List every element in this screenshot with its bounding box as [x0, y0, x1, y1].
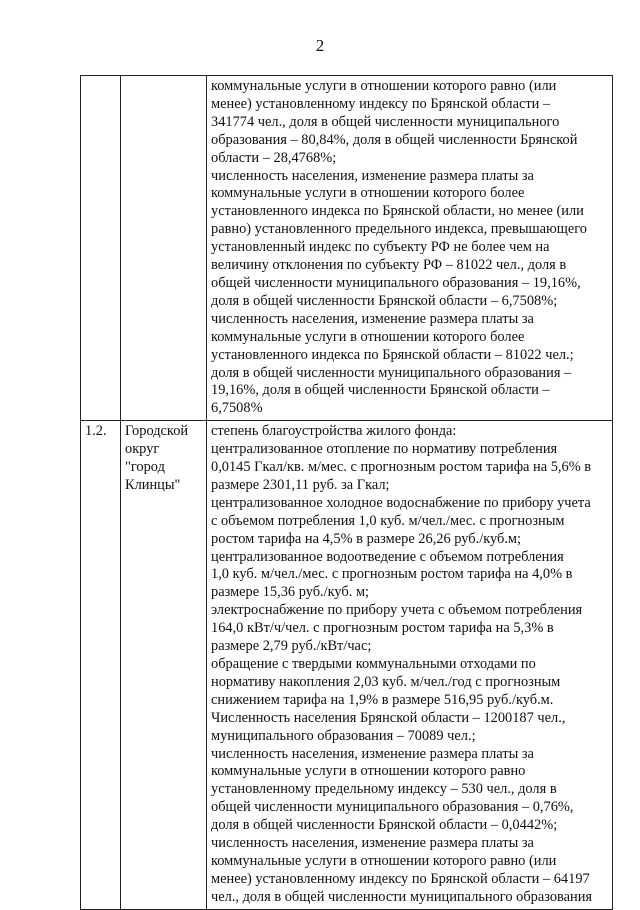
- text-line: Численность населения Брянской области – 1200187 чел.,: [211, 709, 566, 726]
- text-line: численность населения, изменение размера платы за: [211, 835, 534, 852]
- text-line: централизованное водоотведение с объемом потребления: [211, 548, 564, 565]
- text-line: коммунальные услуги в отношении которого более: [211, 185, 525, 202]
- text-line: общей численности муниципального образования – 0,76%,: [211, 799, 574, 816]
- text-line: 6,7508%: [211, 400, 263, 417]
- text-line: 19,16%, доля в общей численности Брянской области –: [211, 382, 550, 399]
- text-line: муниципального образования – 70089 чел.;: [211, 727, 476, 744]
- region-name-line: округ: [125, 441, 160, 458]
- text-line: коммунальные услуги в отношении которого равно: [211, 763, 526, 780]
- text-line: 0,0145 Гкал/кв. м/мес. с прогнозным ростом тарифа на 5,6% в: [211, 459, 592, 476]
- text-line: установленный индекс по субъекту РФ не более чем на: [211, 239, 550, 256]
- text-line: 1,0 куб. м/чел./мес. с прогнозным ростом тарифа на 4,0% в: [211, 566, 573, 583]
- text-line: 341774 чел., доля в общей численности муниципального: [211, 113, 560, 130]
- text-line: нормативу накопления 2,03 куб. м/чел./год с прогнозным: [211, 673, 561, 690]
- text-line: величину отклонения по субъекту РФ – 81022 чел., доля в: [211, 257, 567, 274]
- page-number: 2: [315, 36, 325, 55]
- text-line: коммунальные услуги в отношении которого равно (или: [211, 852, 557, 869]
- text-line: размере 2301,11 руб. за Гкал;: [211, 476, 390, 493]
- text-line: равно) установленного предельного индекса, превышающего: [211, 221, 587, 238]
- table-row: [81, 421, 613, 909]
- text-line: централизованное отопление по нормативу потребления: [211, 441, 558, 458]
- text-line: менее) установленному индексу по Брянской области –: [211, 95, 551, 112]
- text-line: установленному предельному индексу – 530 чел., доля в: [211, 781, 557, 798]
- text-line: степень благоустройства жилого фонда:: [211, 423, 457, 440]
- text-line: ростом тарифа на 4,5% в размере 26,26 руб./куб.м;: [211, 530, 522, 547]
- region-name-line: "город: [125, 459, 165, 476]
- text-line: численность населения, изменение размера платы за: [211, 167, 534, 184]
- text-line: 164,0 кВт/ч/чел. с прогнозным ростом тарифа на 5,3% в: [211, 620, 554, 637]
- table-row: [81, 76, 613, 421]
- text-line: снижением тарифа на 1,9% в размере 516,95 руб./куб.м.: [211, 691, 554, 708]
- row-number-cell: 1.2.: [81, 421, 121, 909]
- text-line: области – 28,4768%;: [211, 149, 337, 166]
- text-line: коммунальные услуги в отношении которого равно (или: [211, 78, 557, 94]
- text-line: образования – 80,84%, доля в общей численности Брянской: [211, 131, 578, 148]
- description-cell: [207, 76, 613, 421]
- region-name-line: Городской: [125, 423, 189, 440]
- text-line: установленного индекса по Брянской области, но менее (или: [211, 203, 584, 220]
- region-name-line: Клинцы": [125, 476, 181, 493]
- text-line: доля в общей численности муниципального образования –: [211, 364, 572, 381]
- text-line: размере 2,79 руб./кВт/час;: [211, 638, 372, 655]
- text-line: общей численности муниципального образования – 19,16%,: [211, 274, 581, 291]
- text-line: доля в общей численности Брянской области – 0,0442%;: [211, 817, 558, 834]
- text-line: централизованное холодное водоснабжение по прибору учета: [211, 494, 591, 511]
- text-line: численность населения, изменение размера платы за: [211, 310, 534, 327]
- text-line: размере 15,36 руб./куб. м;: [211, 584, 370, 601]
- text-line: численность населения, изменение размера платы за: [211, 745, 534, 762]
- row-number-cell: [81, 76, 121, 421]
- text-line: менее) установленному индексу по Брянской области – 64197: [211, 870, 590, 887]
- document-table: [80, 75, 613, 910]
- region-cell: [121, 421, 207, 909]
- text-line: доля в общей численности Брянской области – 6,7508%;: [211, 292, 558, 309]
- text-line: коммунальные услуги в отношении которого более: [211, 328, 525, 345]
- description-cell: [207, 421, 613, 909]
- text-line: электроснабжение по прибору учета с объемом потребления: [211, 602, 583, 619]
- region-cell: [121, 76, 207, 421]
- text-line: чел., доля в общей численности муниципального образования: [211, 888, 593, 905]
- text-line: обращение с твердыми коммунальными отходами по: [211, 656, 536, 672]
- text-line: установленного индекса по Брянской области – 81022 чел.;: [211, 346, 574, 363]
- text-line: с объемом потребления 1,0 куб. м/чел./мес. с прогнозным: [211, 512, 565, 529]
